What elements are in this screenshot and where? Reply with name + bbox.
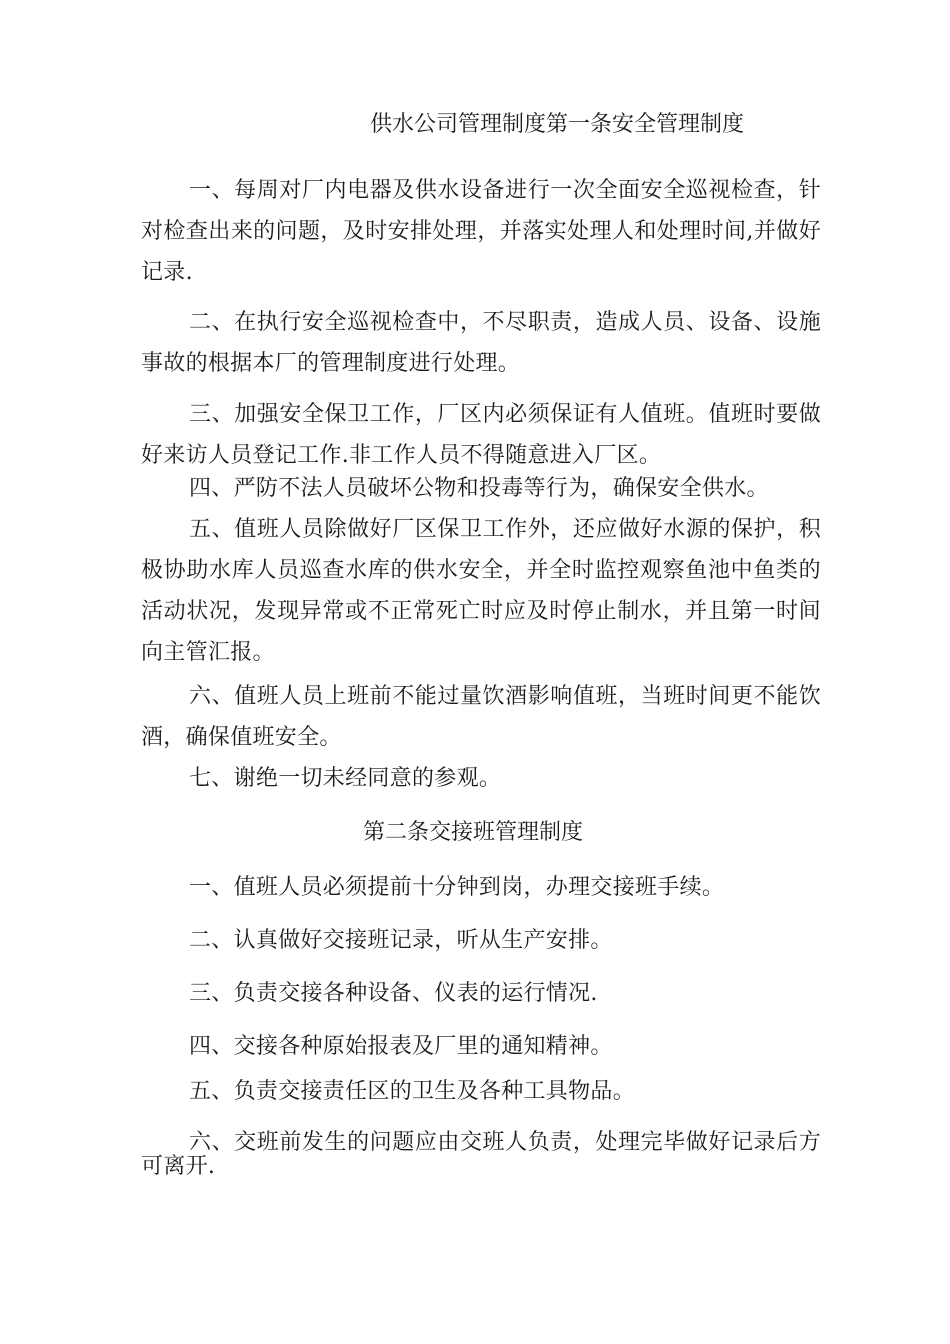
section-1-paragraph-6: 六、值班人员上班前不能过量饮酒影响值班，当班时间更不能饮酒，确保值班安全。 — [141, 684, 821, 750]
section-2-paragraph-5: 五、负责交接责任区的卫生及各种工具物品。 — [189, 1079, 636, 1104]
section-2-paragraph-4: 四、交接各种原始报表及厂里的通知精神。 — [189, 1034, 613, 1059]
section-1-paragraph-3: 三、加强安全保卫工作，厂区内必须保证有人值班。值班时要做好来访人员登记工作.非工作人员不得随意进入厂区。 — [141, 402, 821, 468]
section-2-title: 第二条交接班管理制度 — [363, 820, 584, 845]
section-2-paragraph-6: 六、交班前发生的问题应由交班人负责，处理完毕做好记录后方可离开. — [141, 1130, 821, 1179]
document-page — [141, 0, 821, 1344]
section-1-paragraph-1: 一、每周对厂内电器及供水设备进行一次全面安全巡视检查，针对检查出来的问题，及时安排处理，并落实处理人和处理时间,并做好记录. — [141, 178, 821, 285]
section-1-paragraph-5: 五、值班人员除做好厂区保卫工作外，还应做好水源的保护，积极协助水库人员巡查水库的供水安全，并全时监控观察鱼池中鱼类的活动状况，发现异常或不正常死亡时应及时停止制水，并且第一时间向主管汇报。 — [141, 517, 821, 665]
section-1-title: 供水公司管理制度第一条安全管理制度 — [370, 112, 745, 137]
section-2-paragraph-1: 一、值班人员必须提前十分钟到岗，办理交接班手续。 — [189, 875, 725, 900]
section-2-paragraph-3: 三、负责交接各种设备、仪表的运行情况. — [189, 981, 598, 1006]
section-1-paragraph-4: 四、严防不法人员破坏公物和投毒等行为，确保安全供水。 — [189, 476, 769, 501]
section-1-paragraph-2: 二、在执行安全巡视检查中，不尽职责，造成人员、设备、设施事故的根据本厂的管理制度进行处理。 — [141, 310, 821, 376]
section-1-paragraph-7: 七、谢绝一切未经同意的参观。 — [189, 766, 502, 791]
section-2-paragraph-2: 二、认真做好交接班记录，听从生产安排。 — [189, 928, 613, 953]
